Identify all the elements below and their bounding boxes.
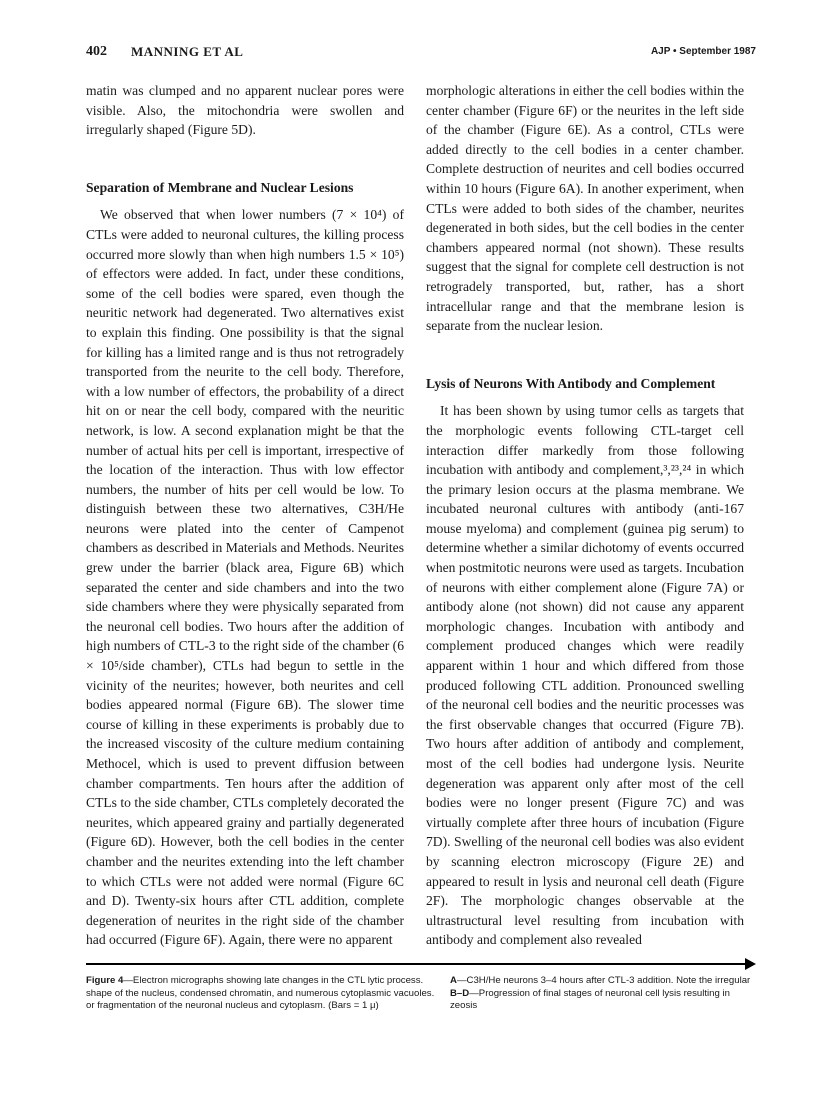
caption-text: —Electron micrographs showing late changes in the CTL lytic process. shape of the nucleus, condensed chromatin, and numerous cytoplasmic vacuoles. or fragmentation of the neuronal nucleus and cytoplasm. (Bars = 1 μ) xyxy=(86,975,435,1011)
running-authors: MANNING ET AL xyxy=(131,44,244,59)
section-heading: Separation of Membrane and Nuclear Lesions xyxy=(86,179,354,195)
section-heading: Lysis of Neurons With Antibody and Complement xyxy=(426,375,716,391)
running-header xyxy=(86,44,756,66)
figure-caption-right xyxy=(450,975,756,1013)
panel-label: A xyxy=(450,975,457,986)
paragraph: morphologic alterations in either the cell bodies within the center chamber (Figure 6F) or the neurites in the left side of the chamber (Figure 6E). As a control, CTLs were added directly to the cell bodies in a center chamber. Complete destruction of neurites and cell bodies occurred within 10 hours (Figure 6A). In another experiment, when CTLs were added to both sides of the chamber, neurites degenerated in both sides, but the cell bodies in the center chambers appeared normal (not shown). These results suggest that the signal for complete cell destruction is not retrogradely transported, but, rather, has a short intracellular range and that the membrane lesion is separate from the nuclear lesion. xyxy=(426,83,744,334)
page-number: 402 xyxy=(86,44,107,59)
figure-caption-left xyxy=(86,975,440,1013)
figure-label: Figure 4 xyxy=(86,975,124,986)
journal-issue: AJP • September 1987 xyxy=(650,46,756,57)
caption-panel-bd xyxy=(450,988,756,1013)
caption-divider xyxy=(86,963,746,965)
paragraph: matin was clumped and no apparent nuclear pores were visible. Also, the mitochondria were swollen and irregularly shaped (Figure 5D). xyxy=(86,83,404,138)
left-column xyxy=(86,81,404,950)
right-column xyxy=(426,81,744,950)
paragraph: We observed that when lower numbers (7 × 10⁴) of CTLs were added to neuronal cultures, the killing process occurred more slowly than when high numbers 1.5 × 10⁵) of effectors were added. In fact, under these conditions, some of the cell bodies were spared, even though the neuritic network had degenerated. Two alternatives exist to explain this finding. One possibility is that the signal for killing has a limited range and is thus not retrogradely transported from the neurite to the cell body. Therefore, with a low number of effectors, the probability of a direct hit on or near the cell body, compared with the neuritic network, is low. A second explanation might be that the number of actual hits per cell is important, irrespective of the location of the interaction. Thus with low effector numbers, the number of hits per cell would be low. To distinguish between these two alternatives, C3H/He neurons were plated into the center of Campenot chambers as described in Materials and Methods. Neurites grew under the barrier (black area, Figure 6B) which separated the center and side chambers and into the two side chambers where they were physically separated from the neuronal cell bodies. Two hours after the addition of high numbers of CTL-3 to the right side of the chamber (6 × 10⁵/side chamber), CTLs had begun to settle in the vicinity of the neurites; however, both neurites and cell bodies appeared normal (Figure 6B). The slower time course of killing in these experiments is probably due to the increased viscosity of the culture medium containing Methocel, which is used to prevent diffusion between chamber compartments. Ten hours after the addition of CTLs to the side chamber, CTLs completely decorated the neurites, which appeared grainy and partially degenerated (Figure 6D). However, both the cell bodies in the center chamber and the neurites extending into the left chamber to which CTLs were not added were normal (Figure 6C and D). Twenty-six hours after CTL addition, complete degeneration of neurites in the right side of the chamber had occurred (Figure 6F). Again, there were no apparent xyxy=(86,207,404,948)
caption-text: —C3H/He neurons 3–4 hours after CTL-3 addition. Note the irregular xyxy=(456,975,751,986)
arrow-right-icon xyxy=(745,958,756,970)
caption-text: —Progression of final stages of neuronal cell lysis resulting in zeosis xyxy=(450,987,730,1011)
panel-label: B–D xyxy=(450,987,470,999)
paragraph: It has been shown by using tumor cells as targets that the morphologic events following CTL-target cell interaction differ markedly from those following incubation with antibody and complement,³,²³,²⁴ in which the primary lesion occurs at the plasma membrane. We incubated neuronal cultures with antibody (anti-167 mouse myeloma) and complement (guinea pig serum) to determine whether a similar dichotomy of events occurred when postmitotic neurons were used as targets. Incubation of neurons with either complement alone (Figure 7A) or antibody alone (not shown) did not cause any apparent morphologic changes. Incubation with antibody and complement produced changes which were readily apparent within 1 hour and which differed from those produced following CTL addition. Pronounced swelling of the neuronal cell bodies and the neuritic processes was the first observable changes that occurred (Figure 7B). Two hours after addition of antibody and complement, most of the cell bodies had undergone lysis. Neurite degeneration was apparent only after most of the cell bodies were no longer present (Figure 7C) and was virtually complete after three hours of incubation (Figure 7D). Swelling of the neuronal cell bodies was also evident by scanning electron microscopy (Figure 2E) and appeared to result in lysis and neuronal cell death (Figure 2F). The morphologic changes observable at the ultrastructural level resulting from incubation with antibody and complement also revealed xyxy=(426,403,744,948)
caption-panel-a xyxy=(450,975,756,988)
